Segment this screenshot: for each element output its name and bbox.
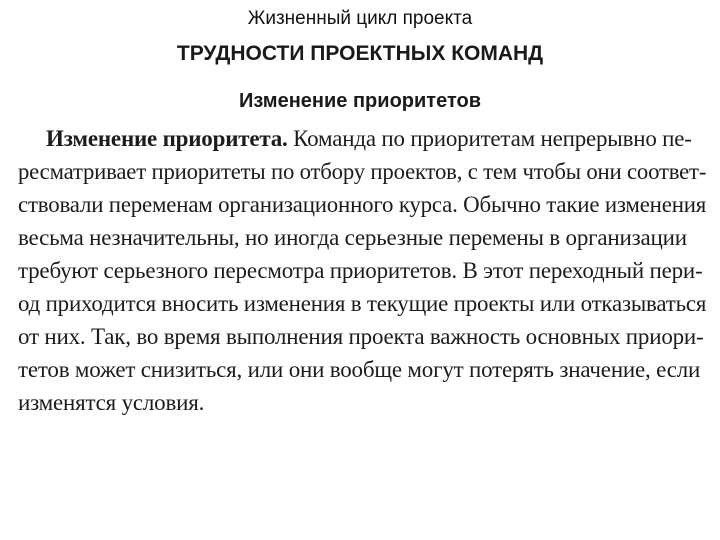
text-line: весьма незначительны, но иногда серьезные перемены в организации — [18, 225, 687, 250]
text-line: требуют серьезного пересмотра приоритетов. В этот переходный пери- — [18, 258, 703, 283]
text-line: ресматривает приоритеты по отбору проектов, с тем чтобы они соответ- — [18, 159, 707, 184]
scanned-text-block — [18, 122, 707, 415]
text-line-content: Команда по приоритетам непрерывно пе- — [293, 126, 692, 151]
text-line — [46, 122, 706, 155]
text-line: от них. Так, во время выполнения проекта важность основных приори- — [18, 324, 704, 349]
page-header: Жизненный цикл проекта — [247, 8, 473, 29]
lead-term: Изменение приоритета. — [46, 126, 288, 151]
subsection-title: Изменение приоритетов — [238, 90, 481, 112]
text-line: тетов может снизиться, или они вообще могут потерять значение, если — [18, 357, 701, 382]
section-title: ТРУДНОСТИ ПРОЕКТНЫХ КОМАНД — [176, 42, 544, 65]
text-line: од приходится вносить изменения в текущие проекты или отказываться — [18, 291, 707, 316]
text-line: ствовали переменам организационного курса. Обычно такие изменения — [18, 192, 707, 217]
text-line: изменятся условия. — [18, 390, 205, 415]
